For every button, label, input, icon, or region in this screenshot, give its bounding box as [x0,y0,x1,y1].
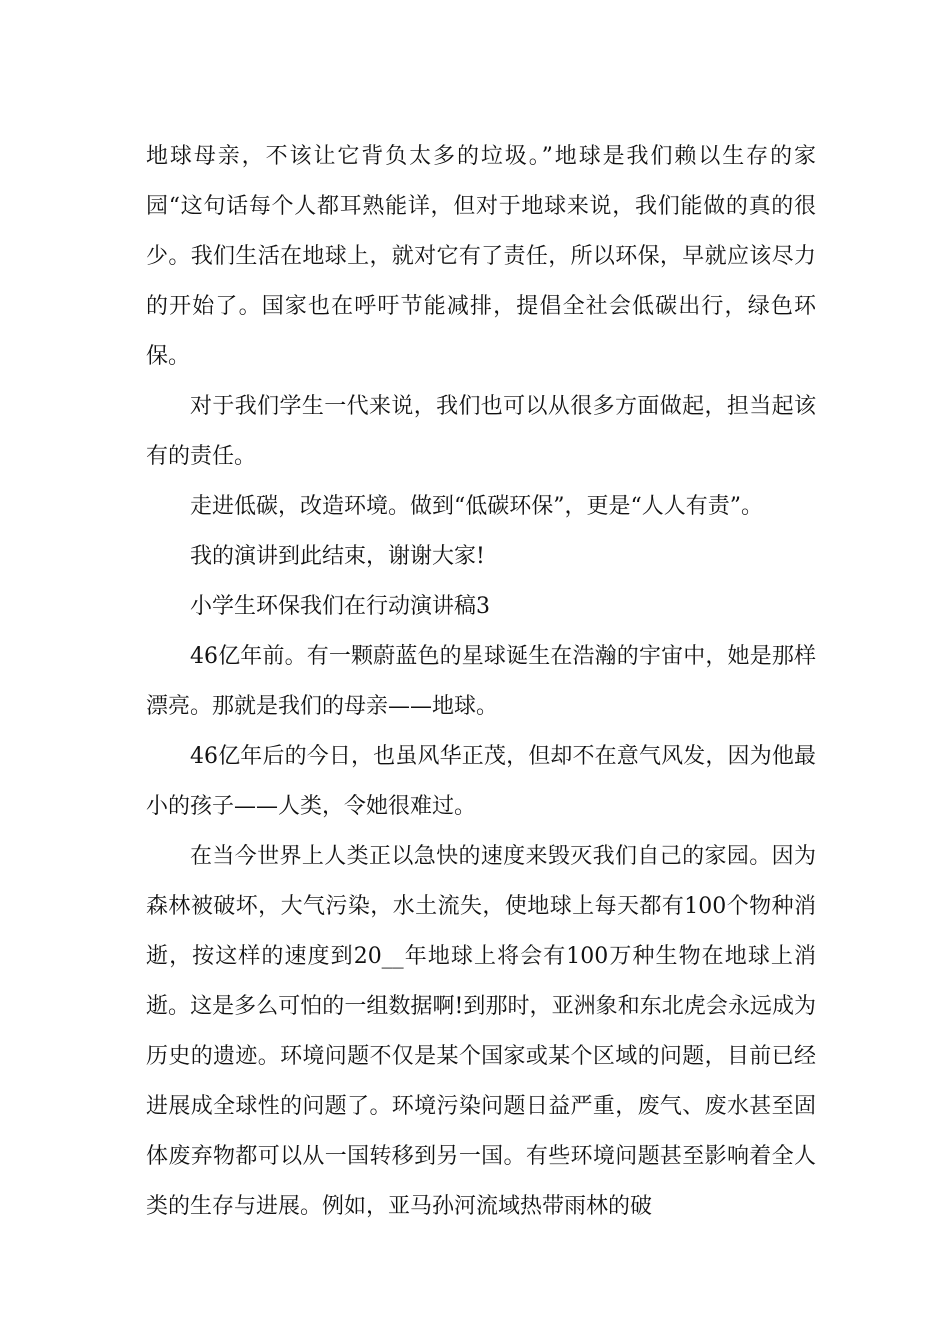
document-body [146,132,816,1232]
paragraph-4: 我的演讲到此结束，谢谢大家! [190,544,485,569]
paragraph-2: 对于我们学生一代来说，我们也可以从很多方面做起，担当起该有的责任。 [146,394,816,469]
paragraph-3: 走进低碳，改造环境。做到“低碳环保”，更是“人人有责”。 [190,494,763,519]
section-heading: 小学生环保我们在行动演讲稿3 [190,594,490,619]
paragraph-6: 46亿年前。有一颗蔚蓝色的星球诞生在浩瀚的宇宙中，她是那样漂亮。那就是我们的母亲——地球。 [146,644,816,719]
paragraph-8: 在当今世界上人类正以急快的速度来毁灭我们自己的家园。因为森林被破坏，大气污染，水土流失，使地球上每天都有100个物种消逝，按这样的速度到20__年地球上将会有100万种生物在地球上消逝。这是多么可怕的一组数据啊!到那时，亚洲象和东北虎会永远成为历史的遗迹。环境问题不仅是某个国家或某个区域的问题，目前已经进展成全球性的问题了。环境污染问题日益严重，废气、废水甚至固体废弃物都可以从一国转移到另一国。有些环境问题甚至影响着全人类的生存与进展。例如，亚马孙河流域热带雨林的破 [146,844,816,1219]
paragraph-1: 地球母亲，不该让它背负太多的垃圾。”地球是我们赖以生存的家园“这句话每个人都耳熟能详，但对于地球来说，我们能做的真的很少。我们生活在地球上，就对它有了责任，所以环保，早就应该尽力的开始了。国家也在呼吁节能减排，提倡全社会低碳出行，绿色环保。 [146,144,816,369]
paragraph-7: 46亿年后的今日，也虽风华正茂，但却不在意气风发，因为他最小的孩子——人类，令她很难过。 [146,744,816,819]
